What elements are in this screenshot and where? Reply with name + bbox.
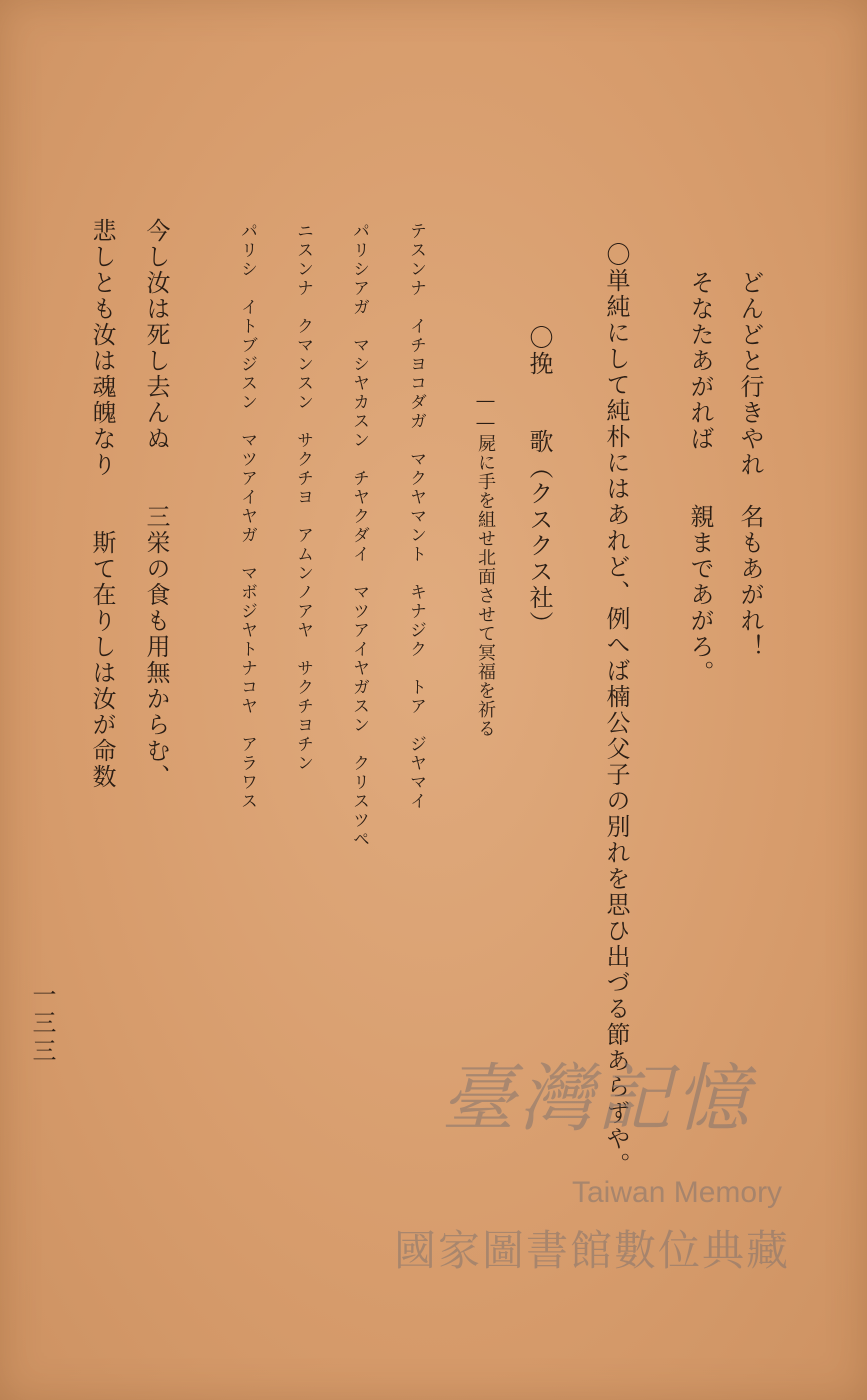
song-subtitle: ――屍に手を組せ北面させて冥福を祈る xyxy=(475,390,496,738)
translation-line-1: 今し汝は死し去んぬ 三栄の食も用無からむ、 xyxy=(142,218,170,790)
poem-line-2: そなたあがれば 親まであがろ。 xyxy=(686,270,714,686)
watermark xyxy=(362,1040,832,1280)
commentary-note: 〇単純にして純朴にはあれど、例へば楠公父子の別れを思ひ出づる節あらずや。 xyxy=(602,242,630,1178)
watermark-institution: 國家圖書館數位典藏 xyxy=(393,1226,790,1275)
lyric-line-2: パリシアガ マシヤカスン チヤクダイ マツアイヤガスン クリスツペ xyxy=(349,222,369,849)
lyric-line-3: ニスンナ クマンスン サクチヨ アムンノアヤ サクチヨチン xyxy=(293,222,313,773)
song-heading: 〇挽 歌（クスクス社） xyxy=(525,325,553,637)
lyric-line-4: パリシ イトブジスン マツアイヤガ マボジヤトナコヤ アラワス xyxy=(237,222,257,811)
watermark-logo: 臺灣記憶 xyxy=(441,1056,753,1142)
translation-line-2: 悲しとも汝は魂魄なり 斯て在りしは汝が命数 xyxy=(88,218,116,790)
poem-line-1: どんどと行きやれ 名もあがれ！ xyxy=(736,270,764,660)
page-number: 一三三 xyxy=(28,982,56,1066)
watermark-english: Taiwan Memory xyxy=(572,1176,783,1209)
lyric-line-1: テスンナ イチヨコダガ マクヤマント キナジク トア ジヤマイ xyxy=(406,222,426,811)
